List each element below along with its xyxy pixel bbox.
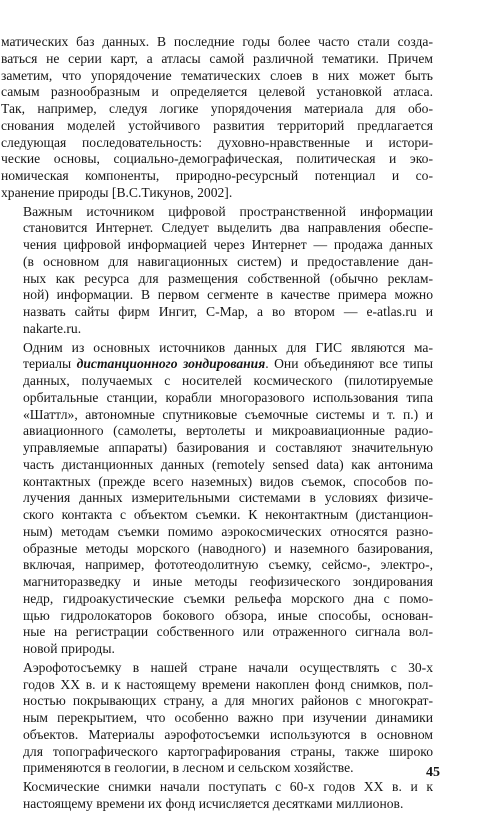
- text-line-with-term: [1, 356, 433, 373]
- text-line: ным перекрытием, что особенно важно при изучении динамики: [23, 710, 433, 725]
- text-line: ных как ресурса для размещения собственной (обычно реклам-: [23, 270, 433, 286]
- text-line: заметим, что упорядочение тематических слоев в них может быть: [1, 67, 433, 83]
- text-line: недр, гидроакустические съемки рельефа морского дна с помо-: [23, 590, 433, 606]
- text-line: назвать сайты фирм Ингит, С-Мар, а во втором — e-atlas.ru и: [23, 304, 433, 319]
- text-line: объектов. Материалы аэрофотосъемки используются в основном: [23, 726, 433, 742]
- text-line: матических баз данных. В последние годы более часто стали созда-: [1, 34, 433, 49]
- text-fragment: . Они объединяют все типы: [265, 356, 434, 372]
- text-line: nakarte.ru.: [23, 320, 82, 336]
- text-line: номическая компоненты, природно-ресурсный потенциал и со-: [1, 168, 433, 183]
- paragraph-remote-sensing: [1, 340, 433, 658]
- text-line: настоящему времени их фонд исчисляется десятками миллионов.: [23, 795, 404, 811]
- text-line: контактных (прежде всего наземных) видов съемок, способов по-: [23, 473, 433, 489]
- text-line: применяются в геологии, в лесном и сельском хозяйстве.: [23, 760, 354, 776]
- text-line: Аэрофотосъемку в нашей стране начали осуществлять с 30-х: [23, 659, 433, 675]
- text-line: щью гидролокаторов бокового обзора, иные способы, основан-: [23, 607, 433, 623]
- text-line: (в основном для навигационных систем) и предоставление дан-: [23, 253, 433, 269]
- text-line: ные на регистрации собственного или отраженного сигнала вол-: [23, 624, 433, 640]
- page-number: 45: [426, 765, 440, 780]
- text-line: становится Интернет. Следует выделить два направления обеспе-: [23, 220, 433, 236]
- text-line: ностью покрывающих страну, а для многих районов с многократ-: [23, 693, 433, 709]
- text-fragment: териалы: [23, 356, 77, 372]
- text-line: «Шаттл», автономные спутниковые съемочные системы и т. п.) и: [23, 406, 433, 422]
- text-line: чения цифровой информацией через Интернет — продажа данных: [23, 237, 433, 252]
- text-line: авиационного (самолеты, вертолеты и микроавиационные радио-: [23, 423, 433, 439]
- text-line: данных, получаемых с носителей космического (пилотируемые: [23, 373, 433, 388]
- text-line: следующая последовательность: духовно-нравственные и истори-: [1, 134, 433, 150]
- text-line: лучения данных измерительными системами в условиях физиче-: [23, 490, 433, 506]
- text-line: управляемые аппараты) базирования и составляют значительную: [23, 440, 433, 455]
- text-line: ваться не серии карт, а атласы самой различной тематики. Причем: [1, 50, 433, 66]
- paragraph-internet-sources: [1, 204, 433, 338]
- paragraph-space-imagery: [1, 779, 433, 813]
- text-line: включая, например, фототеодолитную съемку, сейсмо-, электро-,: [23, 557, 433, 573]
- text-line: снования моделей устойчивого развития территорий предлагается: [1, 117, 433, 133]
- emphasized-term: дистанционного зондирования: [76, 356, 266, 372]
- text-line: самым разнообразным и определяется целевой установкой атласа.: [1, 84, 433, 100]
- text-line: ческие основы, социально-демографическая, политическая и эко-: [1, 151, 433, 167]
- text-line: для топографического картографирования страны, также широко: [23, 743, 433, 759]
- text-line: новой природы.: [23, 641, 115, 656]
- paragraph-thematic-atlases: [1, 34, 433, 202]
- text-line: Космические снимки начали поступать с 60-х годов XX в. и к: [23, 779, 433, 794]
- text-line: Важным источником цифровой пространственной информации: [23, 203, 433, 219]
- text-line: годов XX в. и к настоящему времени накоплен фонд снимков, пол-: [23, 676, 433, 692]
- text-line: ным) методам съемки помимо аэрокосмических относятся разно-: [23, 523, 433, 539]
- text-line: Одним из основных источников данных для ГИС являются ма-: [23, 339, 433, 355]
- text-line: ной) информации. В первом сегменте в качестве примера можно: [23, 287, 433, 303]
- text-line: часть дистанционных данных (remotely sensed data) как антонима: [23, 456, 433, 472]
- text-line: хранение природы [В.С.Тикунов, 2002].: [1, 184, 233, 200]
- text-line: Так, например, следуя логике упорядочения материала для обо-: [1, 101, 433, 116]
- body-text: [1, 34, 433, 813]
- text-line: орбитальные станции, корабли многоразового использования типа: [23, 389, 433, 405]
- text-line: образные методы морского (наводного) и наземного базирования,: [23, 540, 433, 556]
- text-line: ского контакта с объектом съемки. К неконтактным (дистанцион-: [23, 507, 433, 522]
- text-line: магниторазведку и иные методы геофизического зондирования: [23, 574, 433, 589]
- paragraph-aerial-photography: [1, 660, 433, 777]
